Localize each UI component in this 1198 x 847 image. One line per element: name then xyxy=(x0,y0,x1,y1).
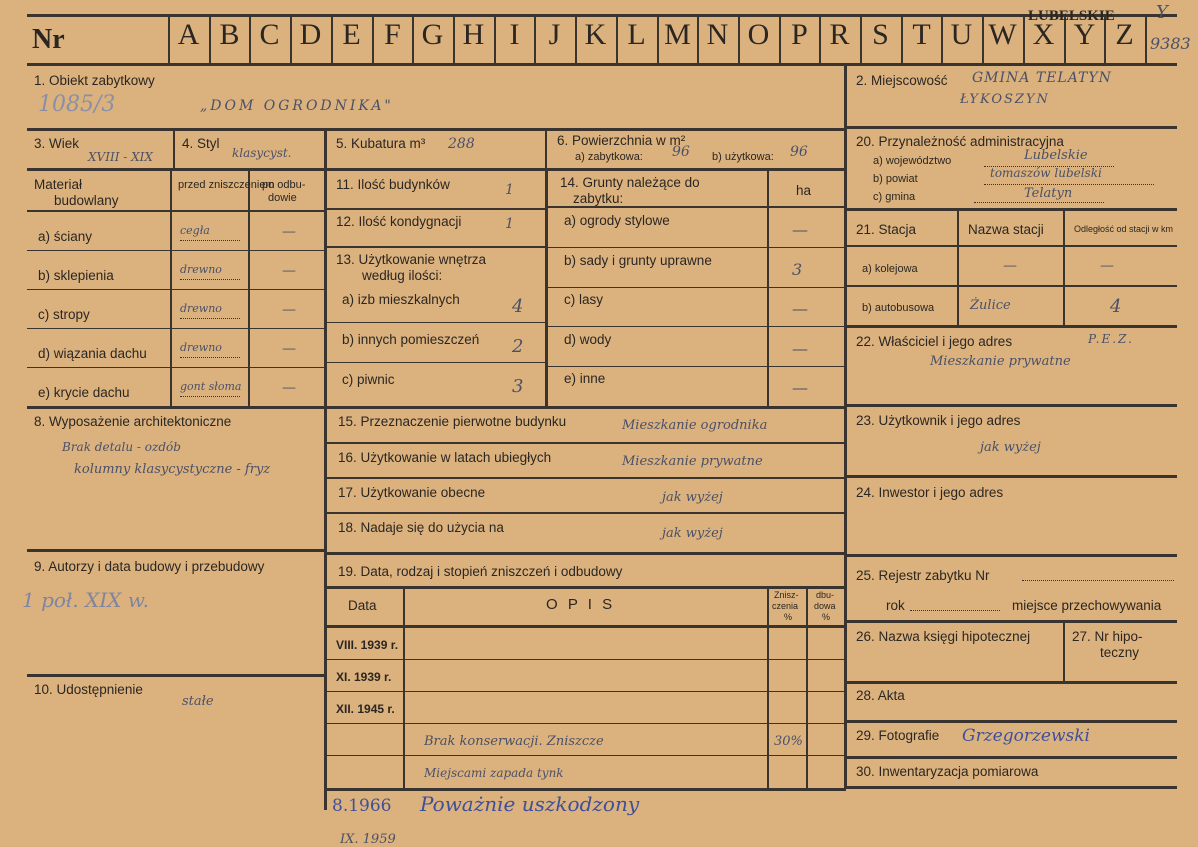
stamp-note: Poważnie uszkodzony xyxy=(420,792,640,816)
damage-row-rule xyxy=(324,755,846,756)
land-row-value: — xyxy=(792,378,808,397)
material-row-before: drewno xyxy=(180,263,222,276)
usage-row-value: 2 xyxy=(512,336,524,357)
field-22-label: 22. Właściciel i jego adres xyxy=(856,334,1013,349)
rule-19-bottom xyxy=(324,788,846,791)
land-row-label: a) ogrody stylowe xyxy=(564,213,670,228)
rule-21a-21b xyxy=(846,285,1177,287)
index-letter: W xyxy=(988,18,1017,51)
col-divider-material xyxy=(170,170,172,406)
corner-number: Y xyxy=(1156,2,1168,23)
corner-id: 9383 xyxy=(1150,34,1191,53)
rule-under-field-21 xyxy=(846,325,1177,328)
field-27-label-1: 27. Nr hipo- xyxy=(1072,629,1143,644)
rule-material-header xyxy=(27,210,327,212)
rule-under-field-22 xyxy=(846,404,1177,407)
land-row-label: c) lasy xyxy=(564,292,604,307)
field-15-label: 15. Przeznaczenie pierwotne budynku xyxy=(338,414,567,429)
material-row-label: d) wiązania dachu xyxy=(38,346,147,361)
field-8-value-2: kolumny klasycystyczne - fryz xyxy=(74,462,271,477)
usage-row-rule xyxy=(324,362,546,363)
index-letter: B xyxy=(219,18,240,51)
divider-right xyxy=(844,66,847,788)
index-letter: E xyxy=(342,18,361,51)
land-row-value: — xyxy=(792,339,808,358)
field-21a-name: — xyxy=(1003,258,1017,274)
usage-row-value: 4 xyxy=(512,296,524,317)
damage-row-rule xyxy=(324,691,846,692)
divider-3-4 xyxy=(173,130,175,168)
rule-under-field-7 xyxy=(27,406,327,409)
rule-15-16 xyxy=(324,442,846,444)
material-row-rule xyxy=(27,289,327,290)
rule-under-field-24 xyxy=(846,554,1177,557)
field-21a-label: a) kolejowa xyxy=(862,263,918,275)
rule-under-field-3 xyxy=(27,168,327,171)
field-17-label: 17. Użytkowanie obecne xyxy=(338,485,486,500)
rule-18-19 xyxy=(324,552,846,555)
field-25-line-2 xyxy=(910,610,1000,611)
rule-under-field-13 xyxy=(324,406,846,409)
field-15-value: Mieszkanie ogrodnika xyxy=(622,418,768,433)
field-14-unit: ha xyxy=(796,183,812,198)
field-14-label-1: 14. Grunty należące do xyxy=(560,175,700,190)
nr-label: Nr xyxy=(32,24,65,55)
field-16-value: Mieszkanie prywatne xyxy=(622,454,763,469)
land-row-label: b) sady i grunty uprawne xyxy=(564,253,712,268)
field-2-value-1: GMINA TELATYN xyxy=(972,70,1112,86)
damage-description-1: Brak konserwacji. Zniszcze xyxy=(424,734,604,749)
land-row-rule xyxy=(546,366,846,367)
field-20b-value: tomaszów lubelski xyxy=(990,166,1102,180)
field-5-label: 5. Kubatura m³ xyxy=(336,136,426,151)
field-4-value: klasycyst. xyxy=(232,146,292,160)
rule-11-12 xyxy=(324,208,546,210)
usage-row-rule xyxy=(324,322,546,323)
material-row-after: — xyxy=(282,341,296,357)
index-letter: Z xyxy=(1115,18,1134,51)
field-12-value: 1 xyxy=(505,216,514,232)
damage-date: IX. 1959 xyxy=(340,832,396,847)
land-row-label: d) wody xyxy=(564,332,612,347)
index-letter: K xyxy=(584,18,607,51)
damage-description-2: Miejscami zapada tynk xyxy=(424,766,564,780)
col-divider-station xyxy=(957,210,959,326)
field-13-label-1: 13. Użytkowanie wnętrza xyxy=(336,252,487,267)
field-14-label-2: zabytku: xyxy=(573,191,624,206)
letter-divider xyxy=(1145,14,1147,66)
field-6a-value: 96 xyxy=(672,144,690,160)
rule-14-header xyxy=(546,206,846,208)
rule-under-field-8 xyxy=(27,549,327,552)
material-row-label: c) stropy xyxy=(38,307,90,322)
field-1-number: 1085/3 xyxy=(38,92,116,117)
field-19-label: 19. Data, rodzaj i stopień zniszczeń i odbudowy xyxy=(338,564,623,579)
rule-under-field-20 xyxy=(846,208,1177,211)
field-23-value: jak wyżej xyxy=(980,440,1041,455)
divider-left xyxy=(324,130,327,810)
col-divider-od xyxy=(806,587,808,789)
field-6-label: 6. Powierzchnia w m² xyxy=(557,133,686,148)
material-row-line xyxy=(180,357,240,358)
land-row-label: e) inne xyxy=(564,371,606,386)
field-29-label: 29. Fotografie xyxy=(856,728,940,743)
damage-row-rule xyxy=(324,723,846,724)
material-row-after: — xyxy=(282,224,296,240)
header-bottom-rule xyxy=(27,63,1177,66)
rule-under-field-9 xyxy=(27,674,327,677)
rule-under-field-1 xyxy=(27,128,847,131)
field-20b-label: b) powiat xyxy=(873,173,918,185)
field-12-label: 12. Ilość kondygnacji xyxy=(336,214,462,229)
damage-date: VIII. 1939 r. xyxy=(336,638,399,652)
material-row-before: cegła xyxy=(180,224,210,237)
damage-percent-1: 30% xyxy=(774,734,803,749)
usage-row-label: c) piwnic xyxy=(342,372,395,387)
land-row-rule xyxy=(546,326,846,327)
material-row-line xyxy=(180,279,240,280)
col-divider-distance xyxy=(1063,210,1065,326)
field-20a-label: a) województwo xyxy=(873,155,952,167)
index-letter: A xyxy=(177,18,200,51)
field-4-label: 4. Styl xyxy=(182,136,220,151)
field-25-line-1 xyxy=(1022,580,1174,581)
material-row-line xyxy=(180,396,240,397)
rule-under-field-2 xyxy=(846,126,1177,129)
field-25-storage-label: miejsce przechowywania xyxy=(1012,598,1162,613)
field-5-value: 288 xyxy=(448,136,475,152)
index-letter: T xyxy=(912,18,931,51)
field-17-value: jak wyżej xyxy=(662,490,723,505)
material-row-rule xyxy=(27,367,327,368)
index-letter: G xyxy=(421,18,444,51)
field-11-value: 1 xyxy=(505,182,514,198)
header-top-rule xyxy=(27,14,1177,17)
material-row-label: b) sklepienia xyxy=(38,268,114,283)
field-30-label: 30. Inwentaryzacja pomiarowa xyxy=(856,764,1039,779)
field-22-value-2: Mieszkanie prywatne xyxy=(930,354,1071,369)
col-after-header-2: dowie xyxy=(268,192,297,204)
rule-under-field-28 xyxy=(846,720,1177,723)
index-letter: U xyxy=(950,18,973,51)
rule-21-header xyxy=(846,245,1177,247)
field-11-label: 11. Ilość budynków xyxy=(336,177,450,192)
index-letter: R xyxy=(829,18,850,51)
field-23-label: 23. Użytkownik i jego adres xyxy=(856,413,1021,428)
rule-12-13 xyxy=(324,246,546,248)
field-9-label: 9. Autorzy i data budowy i przebudowy xyxy=(34,559,265,574)
field-21-label: 21. Stacja xyxy=(856,222,917,237)
col-divider-zn xyxy=(767,587,769,789)
region-stamp: LUBELSKIE xyxy=(1028,8,1115,24)
material-row-line xyxy=(180,240,240,241)
material-row-before: drewno xyxy=(180,302,222,315)
rule-17-18 xyxy=(324,512,846,514)
field-20b-line xyxy=(984,184,1154,185)
col-before-header: przed zniszczeniem xyxy=(178,179,275,191)
land-row-rule xyxy=(546,247,846,248)
field-21b-name: Żulice xyxy=(970,298,1011,313)
usage-row-value: 3 xyxy=(512,376,524,397)
field-25-label: 25. Rejestr zabytku Nr xyxy=(856,568,990,583)
col-zn-header-1: Znisz- xyxy=(774,590,799,600)
field-24-label: 24. Inwestor i jego adres xyxy=(856,485,1004,500)
field-20a-value: Lubelskie xyxy=(1024,148,1088,163)
rule-under-field-23 xyxy=(846,475,1177,478)
usage-row-label: a) izb mieszkalnych xyxy=(342,292,460,307)
index-letter: I xyxy=(509,18,520,51)
col-opis-header: O P I S xyxy=(546,596,616,613)
index-letter: X xyxy=(1032,18,1055,51)
col-divider-date xyxy=(403,587,405,789)
field-13-label-2: według ilości: xyxy=(362,268,443,283)
index-letter: J xyxy=(548,18,561,51)
field-20c-value: Telatyn xyxy=(1024,186,1073,201)
field-20c-label: c) gmina xyxy=(873,191,916,203)
material-row-label: e) krycie dachu xyxy=(38,385,130,400)
col-zn-header-2: czenia xyxy=(772,601,799,611)
index-letter: H xyxy=(462,18,485,51)
material-row-rule xyxy=(27,328,327,329)
field-28-label: 28. Akta xyxy=(856,688,905,703)
field-21a-distance: — xyxy=(1100,258,1114,274)
field-1-label: 1. Obiekt zabytkowy xyxy=(34,73,155,88)
field-7-label: Materiał xyxy=(34,177,83,192)
rule-16-17 xyxy=(324,477,846,479)
field-26-label: 26. Nazwa księgi hipotecznej xyxy=(856,629,1031,644)
material-row-line xyxy=(180,318,240,319)
index-letter: F xyxy=(384,18,401,51)
field-18-value: jak wyżej xyxy=(662,526,723,541)
field-6b-label: b) użytkowa: xyxy=(712,151,774,163)
index-letter: O xyxy=(747,18,770,51)
field-20c-line xyxy=(974,202,1104,203)
field-9-value: 1 poł. XIX w. xyxy=(22,588,149,612)
field-29-value: Grzegorzewski xyxy=(962,726,1090,746)
field-6a-label: a) zabytkowa: xyxy=(575,151,643,163)
field-8-value-1: Brak detalu - ozdób xyxy=(62,440,181,454)
field-21-col-distance: Odległość od stacji w km xyxy=(1074,224,1174,234)
field-27-label-2: teczny xyxy=(1100,645,1140,660)
field-7-label-2: budowlany xyxy=(54,193,119,208)
col-od-header-1: dbu- xyxy=(816,590,835,600)
rule-under-field-30 xyxy=(846,786,1177,789)
field-3-label: 3. Wiek xyxy=(34,136,80,151)
field-18-label: 18. Nadaje się do użycia na xyxy=(338,520,504,535)
col-divider-after xyxy=(248,170,250,406)
land-row-rule xyxy=(546,287,846,288)
field-6b-value: 96 xyxy=(790,144,808,160)
col-zn-header-3: % xyxy=(784,612,793,622)
damage-date: XII. 1945 r. xyxy=(336,702,395,716)
index-letter: Y xyxy=(1073,18,1096,51)
field-16-label: 16. Użytkowanie w latach ubiegłych xyxy=(338,450,552,465)
col-after-header-1: po odbu- xyxy=(262,179,306,191)
field-10-label: 10. Udostępnienie xyxy=(34,682,143,697)
field-2-label: 2. Miejscowość xyxy=(856,73,948,88)
field-2-value-2: ŁYKOSZYN xyxy=(960,92,1050,107)
damage-date: XI. 1939 r. xyxy=(336,670,392,684)
field-10-value: stałe xyxy=(182,694,214,709)
col-od-header-2: dowa xyxy=(814,601,836,611)
land-row-value: — xyxy=(792,220,808,239)
material-row-label: a) ściany xyxy=(38,229,93,244)
index-letter: P xyxy=(791,18,808,51)
land-row-value: — xyxy=(792,299,808,318)
field-21-col-name: Nazwa stacji xyxy=(968,222,1044,237)
damage-row-rule xyxy=(324,659,846,660)
field-21b-distance: 4 xyxy=(1110,296,1122,317)
field-3-value: XVIII - XIX xyxy=(88,150,153,164)
material-row-rule xyxy=(27,250,327,251)
field-22-value-1: P.E.Z. xyxy=(1088,332,1134,346)
field-21b-label: b) autobusowa xyxy=(862,302,935,314)
material-row-before: gont słoma xyxy=(180,380,242,393)
rule-19-header-bottom xyxy=(324,625,846,628)
stamp-date: 8.1966 xyxy=(332,796,392,816)
rule-under-field-26 xyxy=(846,681,1177,684)
index-letter: M xyxy=(664,18,691,51)
col-date-header: Data xyxy=(348,598,377,613)
index-letter: S xyxy=(872,18,889,51)
divider-5-6 xyxy=(545,130,547,168)
land-row-value: 3 xyxy=(792,260,803,279)
rule-under-field-25 xyxy=(846,620,1177,623)
index-letter: D xyxy=(299,18,322,51)
material-row-after: — xyxy=(282,302,296,318)
index-letter: L xyxy=(627,18,646,51)
material-row-after: — xyxy=(282,263,296,279)
material-row-before: drewno xyxy=(180,341,222,354)
material-row-after: — xyxy=(282,380,296,396)
divider-26-27 xyxy=(1063,622,1065,682)
field-8-label: 8. Wyposażenie architektoniczne xyxy=(34,414,232,429)
field-25-year-label: rok xyxy=(886,598,905,613)
field-1-value: „DOM OGRODNIKA" xyxy=(200,98,394,114)
index-letter: C xyxy=(259,18,280,51)
index-letter: N xyxy=(706,18,729,51)
rule-under-field-29 xyxy=(846,756,1177,759)
col-od-header-3: % xyxy=(822,612,831,622)
field-20-label: 20. Przynależność administracyjna xyxy=(856,134,1064,149)
usage-row-label: b) innych pomieszczeń xyxy=(342,332,480,347)
